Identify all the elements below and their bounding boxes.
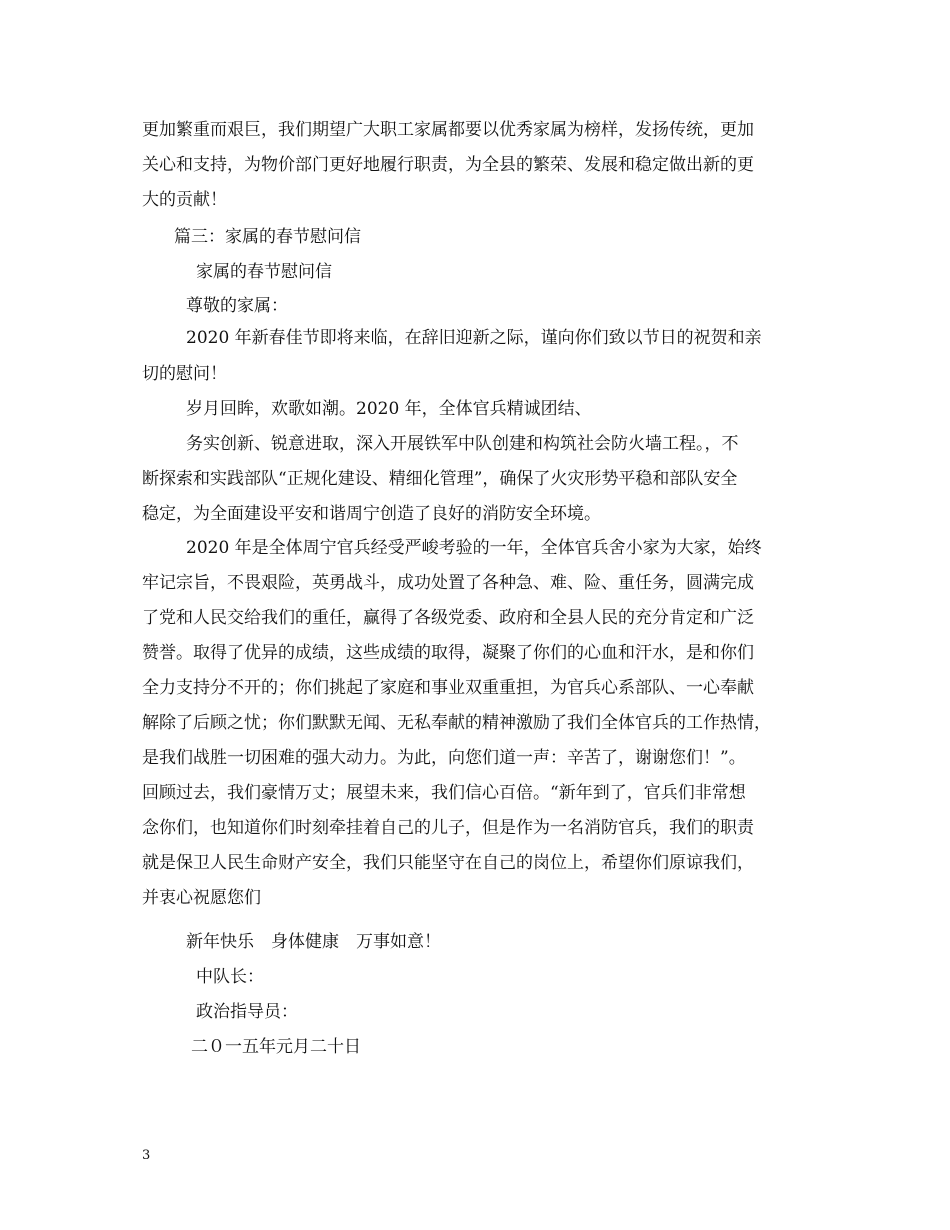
letter-title: 家属的春节慰问信 [196,262,332,282]
text-line: 牢记宗旨，不畏艰险，英勇战斗，成功处置了各种急、难、险、重任务，圆满完成 [142,573,754,593]
text-line: 了党和人民交给我们的重任，赢得了各级党委、政府和全县人民的充分肯定和广泛 [142,608,754,628]
text-line: 全力支持分不开的；你们挑起了家庭和事业双重重担，为官兵心系部队、一心奉献 [142,678,754,698]
text-line: 念你们，也知道你们时刻牵挂着自己的儿子，但是作为一名消防官兵，我们的职责 [142,818,754,838]
text-line: 务实创新、锐意进取，深入开展铁军中队创建和构筑社会防火墙工程。，不 [186,434,739,454]
text-line: 断探索和实践部队“正规化建设、精细化管理”，确保了火灾形势平稳和部队安全 [142,469,738,489]
text-line: 就是保卫人民生命财产安全，我们只能坚守在自己的岗位上，希望你们原谅我们， [142,853,754,873]
text-line: 赞誉。取得了优异的成绩，这些成绩的取得，凝聚了你们的心血和汗水，是和你们 [142,643,754,663]
text-line: 是我们战胜一切困难的强大动力。为此，向您们道一声：辛苦了，谢谢您们！”。 [142,748,746,768]
page-number: 3 [142,1148,151,1163]
text-line: 关心和支持，为物价部门更好地履行职责，为全县的繁荣、发展和稳定做出新的更 [142,155,754,175]
text-line: 切的慰问！ [142,364,227,384]
signature-captain: 中队长： [196,967,264,987]
text-line: 岁月回眸，欢歌如潮。2020 年，全体官兵精诚团结、 [186,399,592,419]
text-line: 解除了后顾之忧；你们默默无闻、无私奉献的精神激励了我们全体官兵的工作热情， [142,713,771,733]
salutation: 尊敬的家属： [186,296,288,316]
text-line: 更加繁重而艰巨，我们期望广大职工家属都要以优秀家属为榜样，发扬传统，更加 [142,120,754,140]
closing-wishes: 新年快乐 身体健康 万事如意！ [186,932,441,952]
signature-instructor: 政治指导员： [196,1002,298,1022]
text-line: 稳定，为全面建设平安和谐周宁创造了良好的消防安全环境。 [142,504,601,524]
text-line: 2020 年新春佳节即将来临，在辞旧迎新之际，谨向你们致以节日的祝贺和亲 [186,328,762,348]
text-line: 并衷心祝愿您们 [142,888,261,908]
text-line: 回顾过去，我们豪情万丈；展望未来，我们信心百倍。“新年到了，官兵们非常想 [142,783,746,803]
text-line: 大的贡献！ [142,190,227,210]
section-heading: 篇三：家属的春节慰问信 [174,227,361,247]
text-line: 2020 年是全体周宁官兵经受严峻考验的一年，全体官兵舍小家为大家，始终 [186,538,762,558]
letter-date: 二０一五年元月二十日 [191,1037,361,1057]
